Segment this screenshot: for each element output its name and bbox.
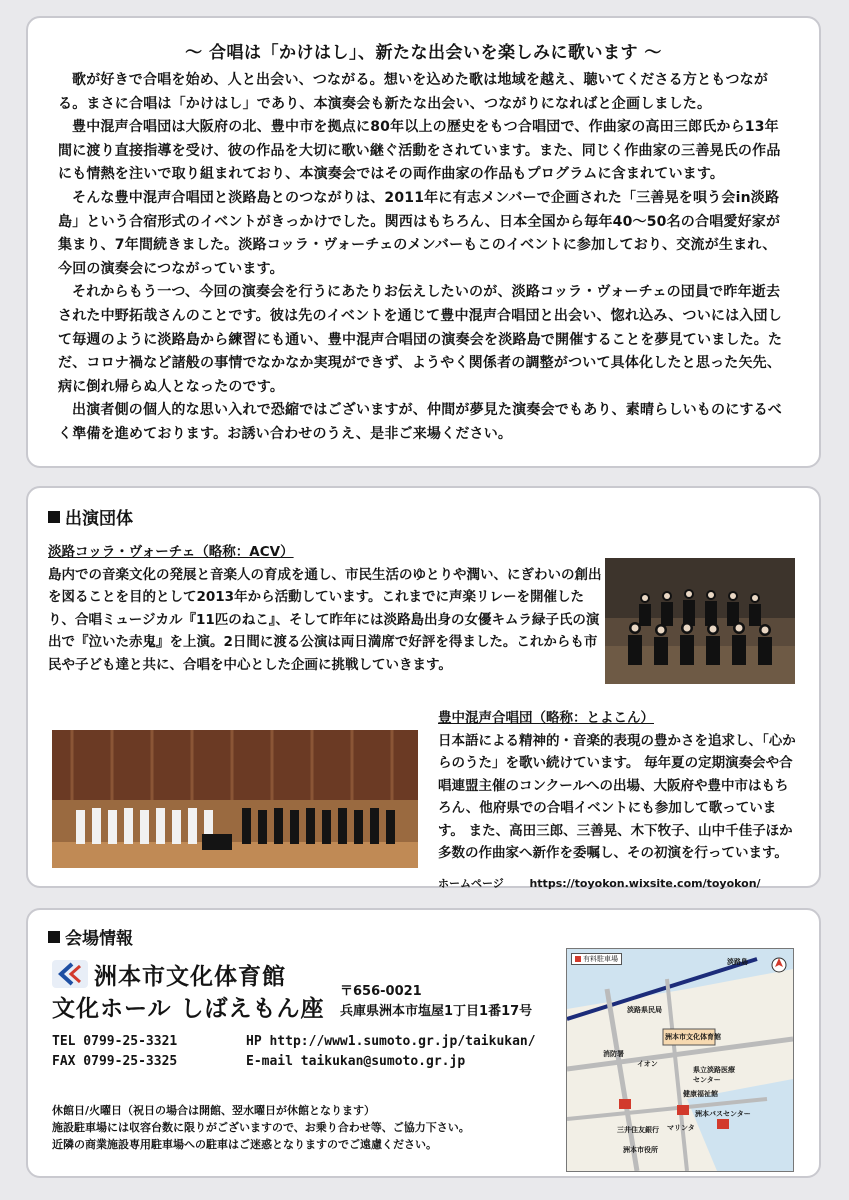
- acv-name: 淡路コッラ・ヴォーチェ（略称：ACV）: [48, 544, 294, 560]
- square-bullet-icon: [48, 931, 60, 943]
- note-line: 休館日/火曜日（祝日の場合は開館、翌水曜日が休館となります）: [52, 1104, 376, 1117]
- homepage-label: ホームページ: [438, 877, 504, 890]
- map-label: 淡路島: [727, 958, 748, 966]
- venue-homepage-link[interactable]: HP http://www1.sumoto.gr.jp/taikukan/: [246, 1034, 536, 1049]
- map-label: 洲本市文化体育館: [665, 1033, 721, 1041]
- acv-group-photo: [605, 558, 795, 684]
- venue-notes: [52, 1102, 470, 1153]
- postal-code: 〒656-0021: [340, 984, 422, 999]
- intro-paragraph: そんな豊中混声合唱団と淡路島とのつながりは、2011年に有志メンバーで企画された「三善晃を唄う会in淡路島」という合宿形式のイベントがきっかけでした。関西はもちろん、日本全国から毎年40～50名の合唱愛好家が集まり、7年間続きました。淡路コッラ・ヴォーチェのメンバーもこのイベントに参加しており、交流が生まれ、今回の演奏会につながっています。: [58, 189, 781, 277]
- map-label: 淡路県民局: [627, 1006, 662, 1014]
- toyokon-photo-illustration: [52, 730, 418, 868]
- toyokon-description: 日本語による精神的・音楽的表現の豊かさを追求し、「心からのうた」を歌い続けています。 毎年夏の定期演奏会や合唱連盟主催のコンクールへの出場、大阪府や豊中市はもちろん、他府県での合唱イベントにも参加して歌っています。 また、高田三郎、三善晃、木下牧子、山中千佳子ほか多数の作曲家へ新作を委嘱し、その初演を行っています。: [438, 733, 796, 862]
- intro-title: ～ 合唱は「かけはし」、新たな出会いを楽しみに歌います ～: [185, 43, 662, 63]
- venue-map: [566, 948, 794, 1172]
- fax-number: FAX 0799-25-3325: [52, 1054, 178, 1069]
- acv-photo-illustration: [605, 558, 795, 684]
- intro-paragraph: それからもう一つ、今回の演奏会を行うにあたりお伝えしたいのが、淡路コッラ・ヴォーチェの団員で昨年逝去された中野拓哉さんのことです。彼は先のイベントを通じて豊中混声合唱団と出会い、惚れ込み、ついには入団して毎週のように淡路島から練習にも通い、豊中混声合唱団の演奏会を淡路島で開催することを夢見ていました。ただ、コロナ禍など諸般の事情でなかなか実現ができず、ようやく関係者の調整がついて具体化したと思った矢先、病に倒れ帰らぬ人となったのです。: [58, 284, 783, 395]
- map-label: 県立淡路医療センター: [693, 1066, 735, 1084]
- venue-logo-icon: [52, 960, 88, 988]
- map-label: イオン: [637, 1060, 658, 1068]
- venue-address: 兵庫県洲本市塩屋1丁目1番17号: [340, 1004, 533, 1019]
- note-line: 施設駐車場には収容台数に限りがございますので、お乗り合わせ等、ご協力下さい。: [52, 1121, 470, 1134]
- intro-paragraph: 出演者側の個人的な思い入れで恐縮ではございますが、仲間が夢見た演奏会でもあり、素晴らしいものにするべく準備を進めております。お誘い合わせのうえ、是非ご来場ください。: [58, 402, 782, 442]
- performers-heading: 出演団体: [48, 504, 133, 529]
- map-label: 洲本市役所: [623, 1146, 658, 1154]
- map-label: 消防署: [603, 1050, 624, 1058]
- note-line: 近隣の商業施設専用駐車場への駐車はご迷惑となりますのでご遠慮ください。: [52, 1138, 437, 1151]
- tel-number: TEL 0799-25-3321: [52, 1034, 178, 1049]
- intro-paragraph: 歌が好きで合唱を始め、人と出会い、つながる。想いを込めた歌は地域を越え、聴いてくださる方ともつながる。まさに合唱は「かけはし」であり、本演奏会も新たな出会い、つながりになればと企画しました。: [58, 72, 769, 112]
- toyokon-choir-photo: [52, 730, 418, 868]
- square-bullet-icon: [48, 511, 60, 523]
- map-label: 洲本バスセンター: [695, 1110, 751, 1118]
- venue-heading: 会場情報: [48, 924, 133, 949]
- venue-panel: [26, 908, 821, 1178]
- map-legend: 有料駐車場: [571, 953, 622, 965]
- map-label: マリンタ: [667, 1124, 695, 1132]
- intro-paragraph: 豊中混声合唱団は大阪府の北、豊中市を拠点に80年以上の歴史をもつ合唱団で、作曲家の高田三郎氏から13年間に渡り直接指導を受け、彼の作品を大切に歌い継ぐ活動をされています。また、同じく作曲家の三善晃氏の作品にも情熱を注いで取り組まれており、本演奏会ではその両作曲家の作品もプログラムに含まれています。: [58, 119, 781, 183]
- performers-panel: [26, 486, 821, 888]
- venue-name-line1: 洲本市文化体育館: [94, 964, 286, 990]
- homepage-link[interactable]: https://toyokon.wixsite.com/toyokon/: [529, 877, 761, 890]
- map-illustration: [567, 949, 793, 1171]
- venue-email-link[interactable]: E-mail taikukan@sumoto.gr.jp: [246, 1054, 466, 1069]
- venue-name-line2: 文化ホール しばえもん座: [52, 996, 325, 1022]
- toyokon-homepage: [438, 875, 761, 891]
- map-label: 健康福祉館: [683, 1090, 718, 1098]
- parking-icon: [575, 956, 581, 962]
- toyokon-name: 豊中混声合唱団（略称：とよこん）: [438, 710, 654, 726]
- intro-panel: [26, 16, 821, 468]
- acv-description: 島内での音楽文化の発展と音楽人の育成を通し、市民生活のゆとりや潤い、にぎわいの創出を図ることを目的として2013年から活動しています。これまでに声楽リレーを開催したり、合唱ミュージカル『11匹のねこ』、そして昨年には淡路島出身の女優キムラ緑子氏の演出で『泣いた赤鬼』を上演。2日間に渡る公演は両日満席で好評を得ました。これからも市民や子ども達と共に、合唱を中心とした企画に挑戦していきます。: [48, 567, 602, 673]
- map-label: 三井住友銀行: [617, 1126, 659, 1134]
